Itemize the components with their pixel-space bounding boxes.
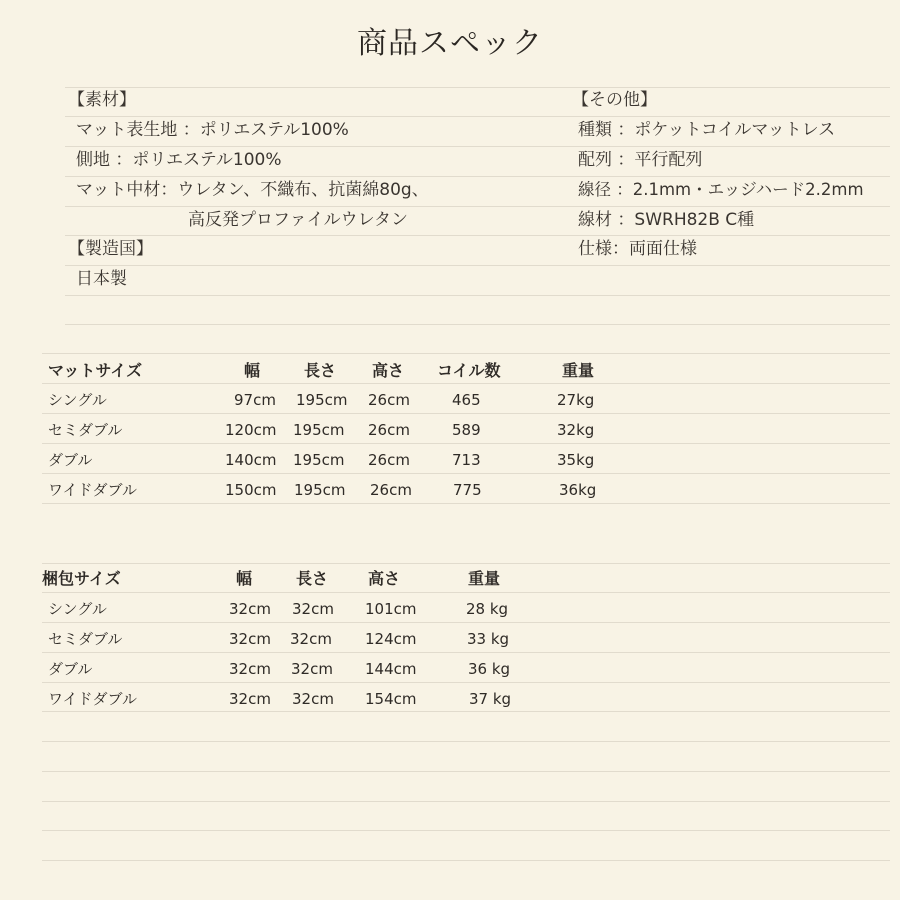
type-spec: 種類 ：ポケットコイルマットレス [578, 120, 836, 140]
header-cell: 長さ [304, 361, 337, 380]
divider [65, 176, 890, 177]
table-cell: 775 [453, 481, 482, 499]
table-cell: 465 [452, 391, 481, 409]
specification-spec: 仕様：両面仕様 [578, 239, 697, 259]
table-cell: 150cm [225, 481, 277, 499]
table-cell: 32cm [290, 630, 332, 648]
table-cell: 154cm [365, 690, 417, 708]
divider [42, 413, 890, 414]
wire-diameter-spec: 線径 ：2.1mm・エッジハード2.2mm [578, 180, 864, 199]
table-cell: 32cm [229, 630, 271, 648]
table-cell: 32cm [229, 690, 271, 708]
table-cell: 120cm [225, 421, 277, 439]
table-cell: 35kg [557, 451, 595, 469]
divider [42, 682, 890, 683]
origin-heading: 【製造国】 [68, 239, 153, 259]
table-cell: 28 kg [466, 600, 509, 618]
table-cell: 144cm [365, 660, 417, 678]
table-cell: シングル [48, 391, 107, 409]
material-heading: 【素材】 [68, 90, 136, 110]
divider [42, 563, 890, 564]
divider [42, 503, 890, 504]
header-cell: 梱包サイズ [42, 569, 121, 588]
table-cell: 36 kg [468, 660, 511, 678]
divider [42, 830, 890, 831]
table-cell: 26cm [368, 421, 410, 439]
divider [42, 771, 890, 772]
divider [65, 235, 890, 236]
table-cell: 195cm [294, 481, 346, 499]
table-cell: 589 [452, 421, 481, 439]
header-cell: 高さ [372, 361, 405, 380]
divider [42, 652, 890, 653]
table-cell: 32cm [292, 690, 334, 708]
header-cell: 幅 [236, 569, 253, 588]
table-cell: 97cm [234, 391, 276, 409]
divider [65, 146, 890, 147]
header-cell: 重量 [468, 569, 501, 588]
header-cell: コイル数 [437, 361, 501, 380]
divider [42, 473, 890, 474]
divider [42, 353, 890, 354]
header-cell: 重量 [562, 361, 595, 380]
table-cell: 32cm [229, 600, 271, 618]
divider [42, 860, 890, 861]
header-cell: 幅 [244, 361, 261, 380]
divider [65, 87, 890, 88]
table-cell: 713 [452, 451, 481, 469]
table-cell: ダブル [48, 451, 93, 469]
table-cell: 32kg [557, 421, 595, 439]
table-cell: 26cm [368, 451, 410, 469]
header-cell: マットサイズ [48, 361, 143, 380]
mat-surface-spec: マット表生地 ：ポリエステル100% [76, 120, 349, 140]
wire-material-spec: 線材 ：SWRH82B C種 [578, 210, 755, 230]
table-cell: ワイドダブル [48, 481, 137, 499]
table-cell: 140cm [225, 451, 277, 469]
table-cell: 101cm [365, 600, 417, 618]
divider [65, 324, 890, 325]
table-cell: 36kg [559, 481, 597, 499]
table-cell: 26cm [370, 481, 412, 499]
table-cell: 195cm [296, 391, 348, 409]
table-cell: 32cm [291, 660, 333, 678]
divider [65, 295, 890, 296]
table-cell: セミダブル [48, 630, 123, 648]
table-cell: シングル [48, 600, 107, 618]
divider [42, 622, 890, 623]
table-cell: 27kg [557, 391, 595, 409]
header-cell: 長さ [296, 569, 329, 588]
header-cell: 高さ [368, 569, 401, 588]
table-cell: 195cm [293, 451, 345, 469]
origin-value: 日本製 [76, 269, 127, 289]
divider [65, 265, 890, 266]
table-cell: 26cm [368, 391, 410, 409]
divider [42, 443, 890, 444]
divider [42, 711, 890, 712]
arrangement-spec: 配列 ：平行配列 [578, 150, 703, 170]
page-title: 商品スペック [357, 26, 543, 61]
divider [42, 383, 890, 384]
divider [42, 741, 890, 742]
mat-core-spec: マット中材：ウレタン、不織布、抗菌綿80g、 [76, 180, 429, 200]
divider [42, 801, 890, 802]
other-heading: 【その他】 [572, 90, 657, 110]
table-cell: 33 kg [467, 630, 510, 648]
table-cell: 124cm [365, 630, 417, 648]
divider [65, 206, 890, 207]
table-cell: ワイドダブル [48, 690, 137, 708]
table-cell: セミダブル [48, 421, 123, 439]
table-cell: 195cm [293, 421, 345, 439]
side-fabric-spec: 側地 ：ポリエステル100% [76, 150, 282, 170]
table-cell: ダブル [48, 660, 93, 678]
table-cell: 37 kg [469, 690, 512, 708]
table-cell: 32cm [229, 660, 271, 678]
table-cell: 32cm [292, 600, 334, 618]
divider [42, 592, 890, 593]
mat-core-spec-continued: 高反発プロファイルウレタン [188, 210, 408, 230]
divider [65, 116, 890, 117]
